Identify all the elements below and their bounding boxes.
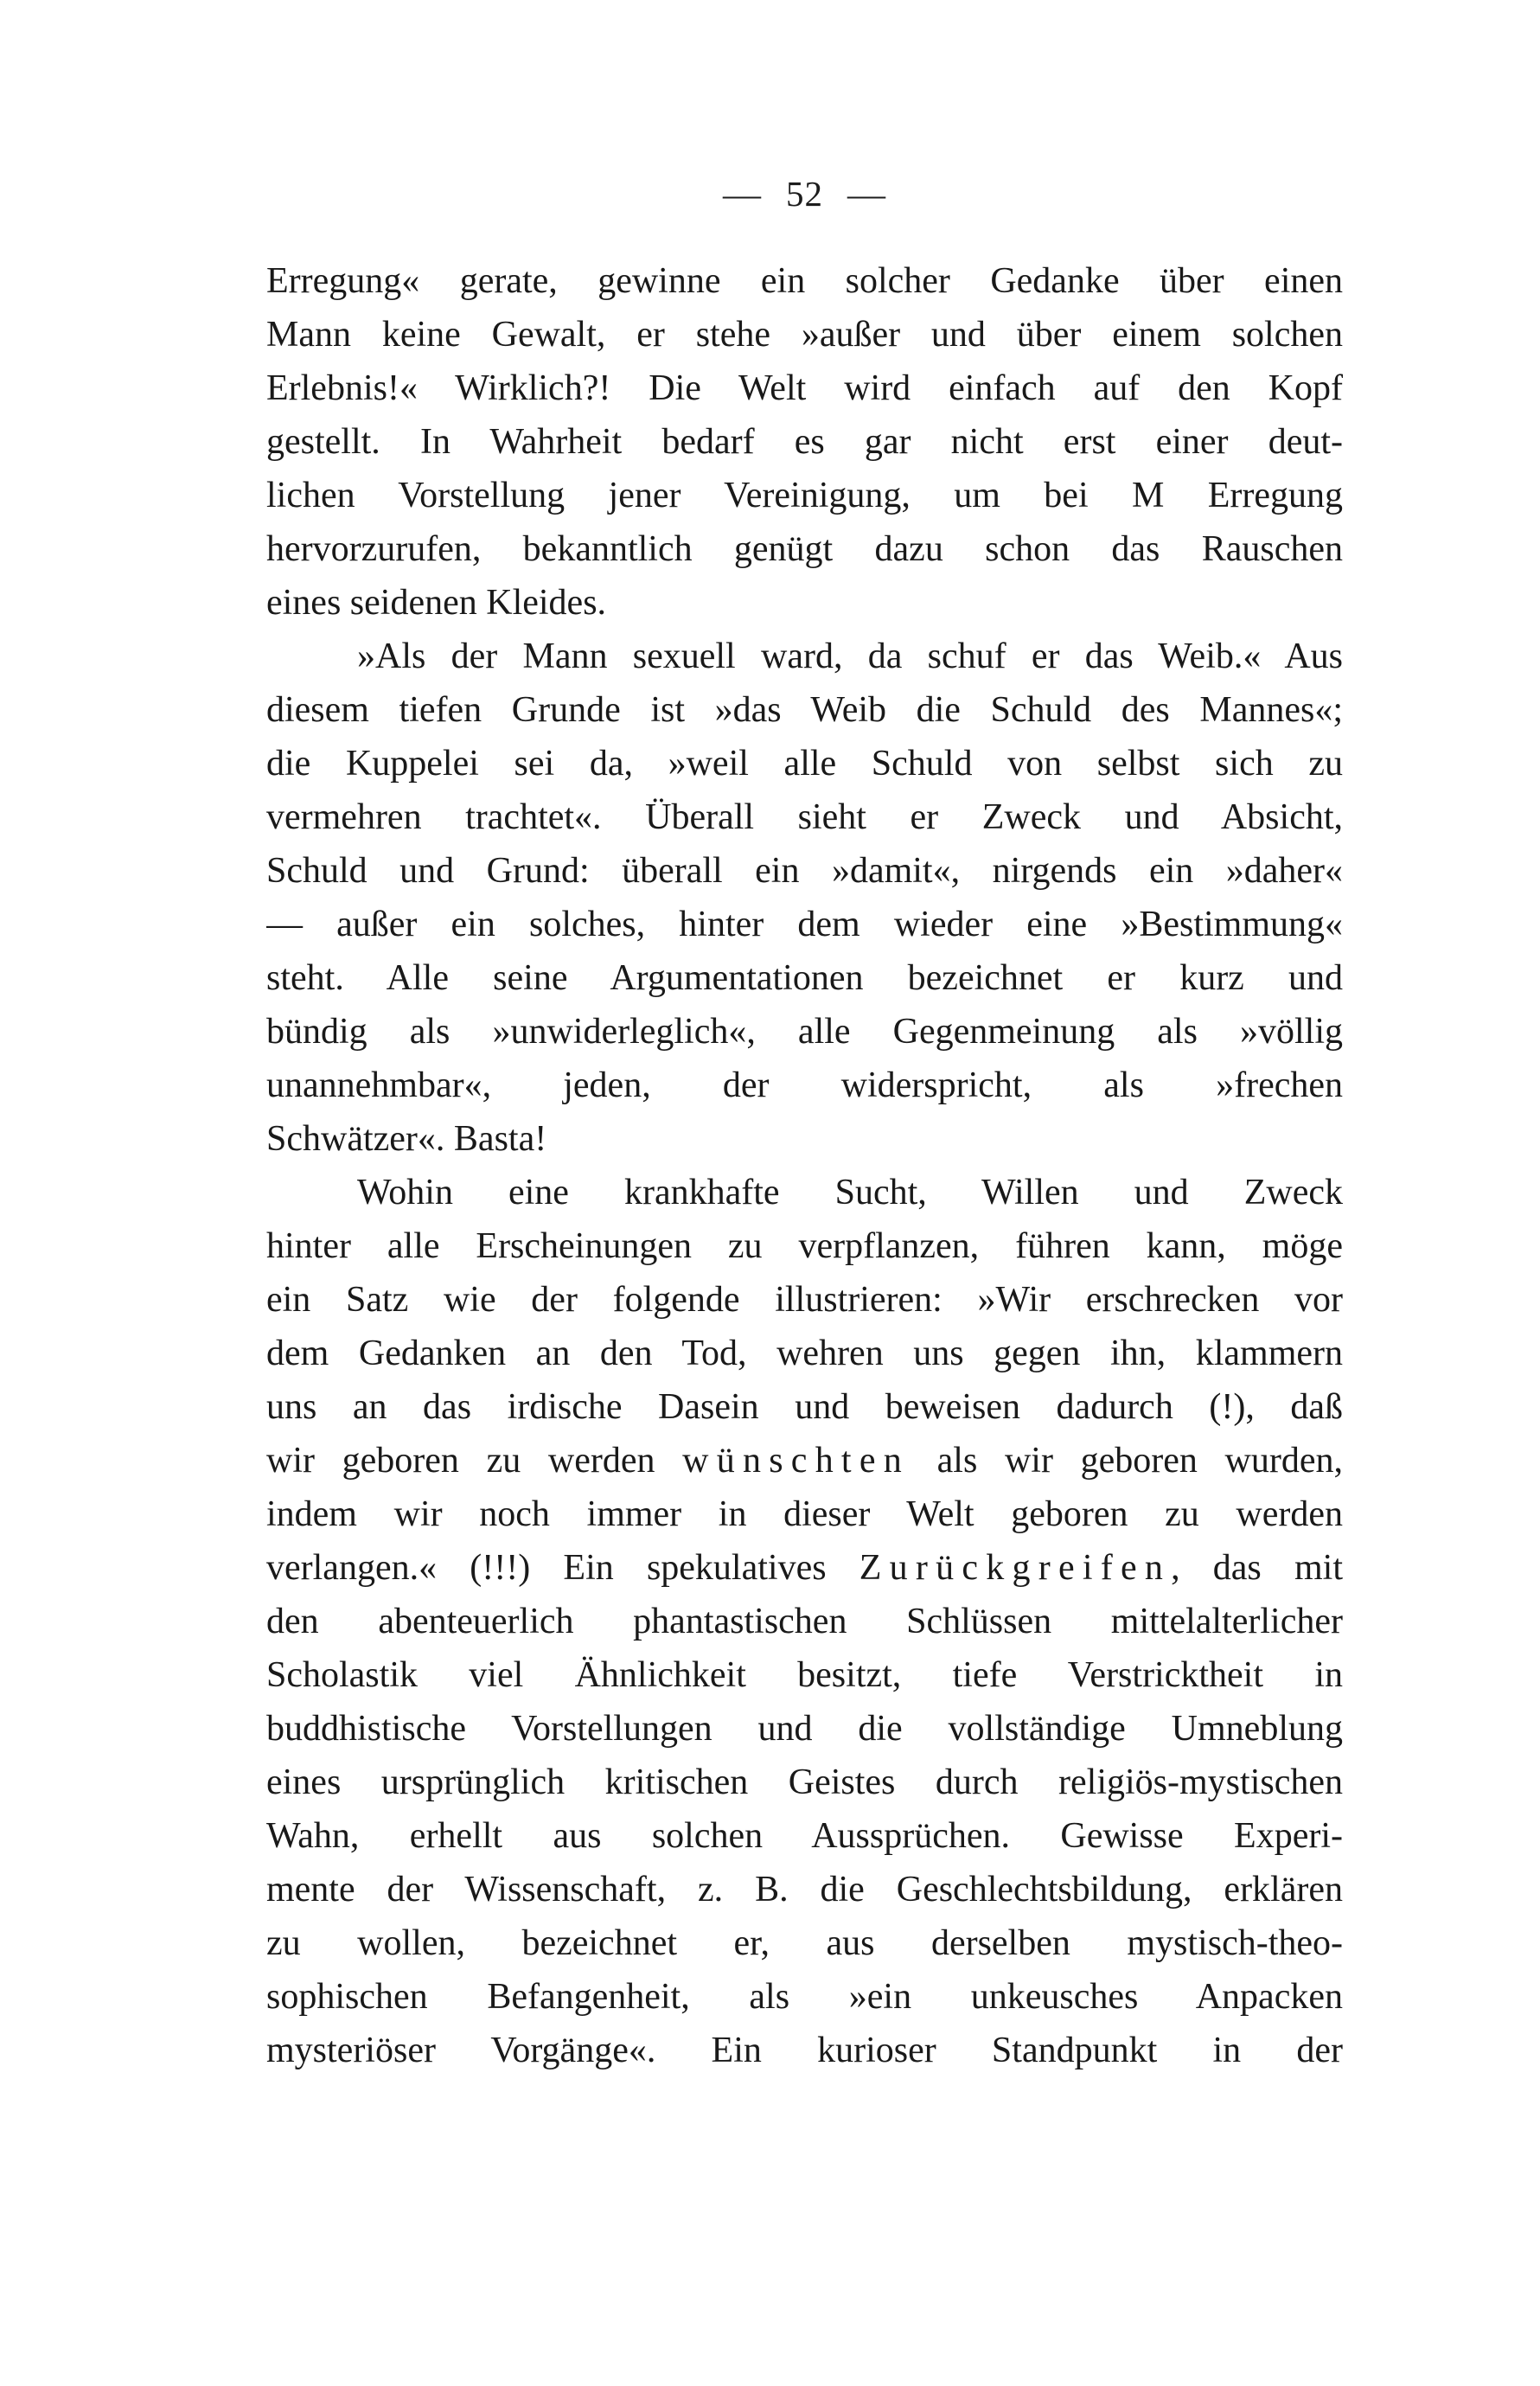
text-line (266, 1970, 1343, 2024)
text-line (266, 844, 1343, 898)
letterspaced-text-segment: wünschten (682, 1441, 910, 1481)
text-line (266, 1219, 1343, 1273)
text-line (266, 1166, 1343, 1219)
text-line (266, 1434, 1343, 1487)
text-segment: buddhistische Vorstellungen und die vollständige Umneblung (266, 1709, 1343, 1749)
text-segment: »Als der Mann sexuell ward, da schuf er das Weib.« Aus (357, 636, 1343, 676)
text-segment: diesem tiefen Grunde ist »das Weib die Schuld des Mannes«; (266, 690, 1343, 730)
text-line (266, 308, 1343, 361)
text-segment: gestellt. In Wahrheit bedarf es gar nicht erst einer deut- (266, 422, 1343, 462)
text-line (266, 1327, 1343, 1380)
text-line (266, 522, 1343, 576)
text-line (266, 1059, 1343, 1112)
text-segment: lichen Vorstellung jener Vereinigung, um bei M Erregung (266, 476, 1343, 515)
text-segment: den abenteuerlich phantastischen Schlüssen mittelalterlicher (266, 1602, 1343, 1641)
text-line (266, 1112, 1343, 1166)
text-segment: Schwätzer«. Basta! (266, 1119, 547, 1159)
text-line (266, 1916, 1343, 1970)
page-number-header (266, 173, 1343, 214)
text-line (266, 1005, 1343, 1059)
text-segment: eines seidenen Kleides. (266, 583, 607, 623)
text-line (266, 951, 1343, 1005)
text-line (266, 1595, 1343, 1648)
text-block (266, 254, 1343, 2077)
text-segment: indem wir noch immer in dieser Welt geboren zu werden (266, 1494, 1343, 1534)
text-line (266, 576, 1343, 630)
text-segment: mente der Wissenschaft, z. B. die Geschlechtsbildung, erklären (266, 1870, 1343, 1909)
text-segment: hervorzurufen, bekanntlich genügt dazu schon das Rauschen (266, 529, 1343, 569)
text-segment: eines ursprünglich kritischen Geistes durch religiös-mystischen (266, 1762, 1343, 1802)
text-segment: zu wollen, bezeichnet er, aus derselben mystisch-theo- (266, 1923, 1343, 1963)
text-segment: Mann keine Gewalt, er stehe »außer und über einem solchen (266, 315, 1343, 355)
text-line (266, 1273, 1343, 1327)
text-line (266, 1487, 1343, 1541)
text-segment: Erregung« gerate, gewinne ein solcher Gedanke über einen (266, 261, 1343, 301)
text-line (266, 254, 1343, 308)
text-segment: mysteriöser Vorgänge«. Ein kurioser Standpunkt in der (266, 2031, 1343, 2070)
text-segment: verlangen.« (!!!) Ein spekulatives (266, 1548, 859, 1588)
text-segment: steht. Alle seine Argumentationen bezeichnet er kurz und (266, 958, 1343, 998)
text-segment: Wohin eine krankhafte Sucht, Willen und Zweck (357, 1173, 1343, 1212)
text-segment: uns an das irdische Dasein und beweisen dadurch (!), daß (266, 1387, 1343, 1427)
header-dash-right: — (847, 175, 887, 214)
text-segment: dem Gedanken an den Tod, wehren uns gegen ihn, klammern (266, 1334, 1343, 1373)
text-line (266, 683, 1343, 737)
text-line (266, 415, 1343, 469)
text-segment: Wahn, erhellt aus solchen Aussprüchen. Gewisse Experi- (266, 1816, 1343, 1856)
text-line (266, 1863, 1343, 1916)
text-line (266, 1702, 1343, 1756)
text-segment: , das mit (1171, 1548, 1343, 1588)
text-line (266, 1648, 1343, 1702)
letterspaced-text-segment: Zurückgreifen (859, 1548, 1172, 1588)
text-segment: wir geboren zu werden (266, 1441, 683, 1481)
text-line (266, 790, 1343, 844)
text-segment: Erlebnis!« Wirklich?! Die Welt wird einfach auf den Kopf (266, 368, 1343, 408)
text-line (266, 469, 1343, 522)
text-segment: bündig als »unwiderleglich«, alle Gegenmeinung als »völlig (266, 1012, 1343, 1052)
text-segment: vermehren trachtet«. Überall sieht er Zweck und Absicht, (266, 797, 1343, 837)
text-segment: sophischen Befangenheit, als »ein unkeusches Anpacken (266, 1977, 1343, 2017)
text-segment: — außer ein solches, hinter dem wieder eine »Bestimmung« (266, 905, 1343, 944)
text-line (266, 1541, 1343, 1595)
text-segment: als wir geboren wurden, (909, 1441, 1343, 1481)
text-line (266, 1756, 1343, 1809)
text-line (266, 737, 1343, 790)
text-segment: unannehmbar«, jeden, der widerspricht, als »frechen (266, 1065, 1343, 1105)
text-line (266, 630, 1343, 683)
text-line (266, 1809, 1343, 1863)
header-dash-left: — (722, 175, 763, 214)
text-segment: ein Satz wie der folgende illustrieren: »Wir erschrecken vor (266, 1280, 1343, 1320)
text-segment: Scholastik viel Ähnlichkeit besitzt, tiefe Verstricktheit in (266, 1655, 1343, 1695)
text-line (266, 898, 1343, 951)
text-line (266, 1380, 1343, 1434)
text-segment: hinter alle Erscheinungen zu verpflanzen, führen kann, möge (266, 1226, 1343, 1266)
page-number: 52 (786, 174, 823, 214)
text-segment: Schuld und Grund: überall ein »damit«, nirgends ein »daher« (266, 851, 1343, 891)
text-segment: die Kuppelei sei da, »weil alle Schuld von selbst sich zu (266, 744, 1343, 784)
text-line (266, 2024, 1343, 2077)
text-line (266, 361, 1343, 415)
